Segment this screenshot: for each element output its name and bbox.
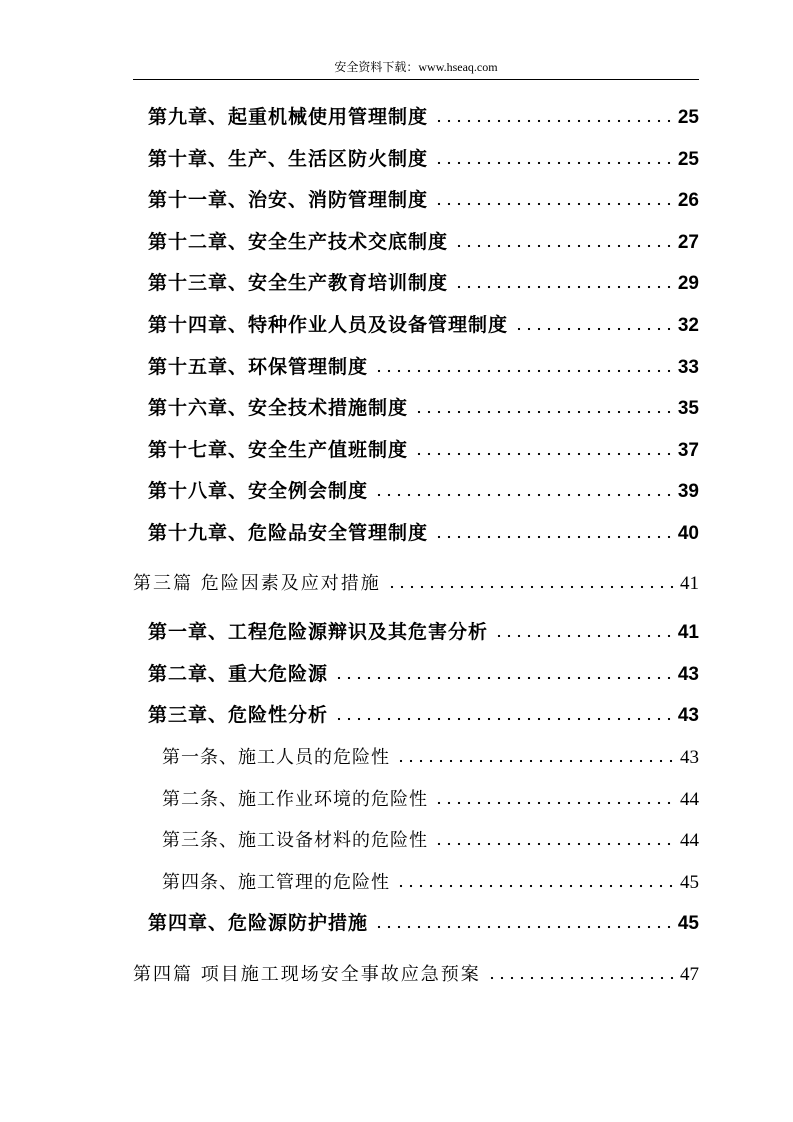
toc-page-number: 47 (680, 964, 699, 985)
toc-dot-leader (396, 884, 674, 888)
toc-page-number: 29 (677, 273, 699, 294)
toc-entry-part[interactable] (133, 567, 699, 595)
toc-dot-leader (434, 202, 672, 206)
toc-entry-chapter[interactable] (148, 699, 699, 727)
toc-entry-title: 第十六章、安全技术措施制度 (148, 397, 409, 419)
toc-entry-title: 第一章、工程危险源辩识及其危害分析 (148, 621, 489, 643)
toc-page-number: 44 (680, 830, 699, 851)
toc-dot-leader (434, 161, 672, 165)
toc-dot-leader (434, 842, 674, 846)
toc-entry-article[interactable] (162, 824, 699, 852)
toc-entry-chapter[interactable] (148, 226, 699, 254)
toc-dot-leader (334, 717, 672, 721)
toc-page-number: 39 (677, 481, 699, 502)
toc-entry-chapter[interactable] (148, 392, 699, 420)
toc-entry-part[interactable] (133, 958, 699, 986)
toc-page-number: 45 (680, 872, 699, 893)
toc-page-number: 33 (677, 357, 699, 378)
toc-entry-title: 第十八章、安全例会制度 (148, 480, 369, 502)
toc-entry-title: 第十五章、环保管理制度 (148, 356, 369, 378)
toc-dot-leader (434, 119, 672, 123)
toc-page-number: 32 (677, 315, 699, 336)
toc-page-number: 27 (677, 232, 699, 253)
toc-entry-chapter[interactable] (148, 267, 699, 295)
toc-page-number: 25 (677, 149, 699, 170)
toc-dot-leader (494, 634, 672, 638)
toc-dot-leader (414, 452, 672, 456)
toc-entry-article[interactable] (162, 783, 699, 811)
toc-entry-chapter[interactable] (148, 434, 699, 462)
toc-entry-chapter[interactable] (148, 309, 699, 337)
toc-entry-title: 第四章、危险源防护措施 (148, 912, 369, 934)
header-text: 安全资料下载：www.hseaq.com (334, 60, 498, 74)
toc-page-number: 43 (677, 664, 699, 685)
toc-dot-leader (487, 976, 674, 980)
toc-entry-chapter[interactable] (148, 475, 699, 503)
toc-entry-title: 第十九章、危险品安全管理制度 (148, 522, 429, 544)
toc-entry-title: 第十三章、安全生产教育培训制度 (148, 272, 449, 294)
toc-entry-chapter[interactable] (148, 184, 699, 212)
toc-page-number: 40 (677, 523, 699, 544)
toc-entry-chapter[interactable] (148, 517, 699, 545)
toc-page-number: 45 (677, 913, 699, 934)
toc-entry-chapter[interactable] (148, 907, 699, 935)
toc-dot-leader (334, 676, 672, 680)
toc-dot-leader (374, 369, 672, 373)
toc-entry-title: 第三条、施工设备材料的危险性 (162, 830, 428, 851)
toc-entry-title: 第十一章、治安、消防管理制度 (148, 189, 429, 211)
toc-page-number: 41 (677, 622, 699, 643)
toc-entry-title: 第十章、生产、生活区防火制度 (148, 148, 429, 170)
toc-page-number: 43 (677, 705, 699, 726)
toc-entry-title: 第二条、施工作业环境的危险性 (162, 789, 428, 810)
toc-page-number: 41 (680, 573, 699, 594)
toc-dot-leader (514, 327, 672, 331)
toc-dot-leader (396, 759, 674, 763)
toc-dot-leader (374, 925, 672, 929)
toc-entry-chapter[interactable] (148, 658, 699, 686)
toc-entry-title: 第四条、施工管理的危险性 (162, 872, 390, 893)
toc-entry-title: 第三章、危险性分析 (148, 704, 329, 726)
toc-entry-title: 第十七章、安全生产值班制度 (148, 439, 409, 461)
toc-dot-leader (454, 285, 672, 289)
toc-entry-article[interactable] (162, 866, 699, 894)
toc-dot-leader (434, 801, 674, 805)
toc-page-number: 37 (677, 440, 699, 461)
toc-entry-chapter[interactable] (148, 351, 699, 379)
toc-dot-leader (454, 244, 672, 248)
toc-dot-leader (387, 585, 674, 589)
toc-entry-chapter[interactable] (148, 616, 699, 644)
toc-entry-title: 第十二章、安全生产技术交底制度 (148, 231, 449, 253)
toc-page-number: 35 (677, 398, 699, 419)
toc-page-number: 25 (677, 107, 699, 128)
toc-entry-chapter[interactable] (148, 101, 699, 129)
toc-entry-title: 第四篇 项目施工现场安全事故应急预案 (133, 964, 481, 985)
toc-entry-title: 第九章、起重机械使用管理制度 (148, 106, 429, 128)
toc-entry-title: 第十四章、特种作业人员及设备管理制度 (148, 314, 509, 336)
toc-entry-title: 第一条、施工人员的危险性 (162, 747, 390, 768)
toc-dot-leader (374, 493, 672, 497)
toc-entry-article[interactable] (162, 741, 699, 769)
toc-dot-leader (434, 535, 672, 539)
toc-page-number: 44 (680, 789, 699, 810)
toc-page-number: 43 (680, 747, 699, 768)
toc-entry-title: 第二章、重大危险源 (148, 663, 329, 685)
toc-entry-title: 第三篇 危险因素及应对措施 (133, 573, 381, 594)
toc-page-number: 26 (677, 190, 699, 211)
toc-entry-chapter[interactable] (148, 143, 699, 171)
toc-dot-leader (414, 410, 672, 414)
